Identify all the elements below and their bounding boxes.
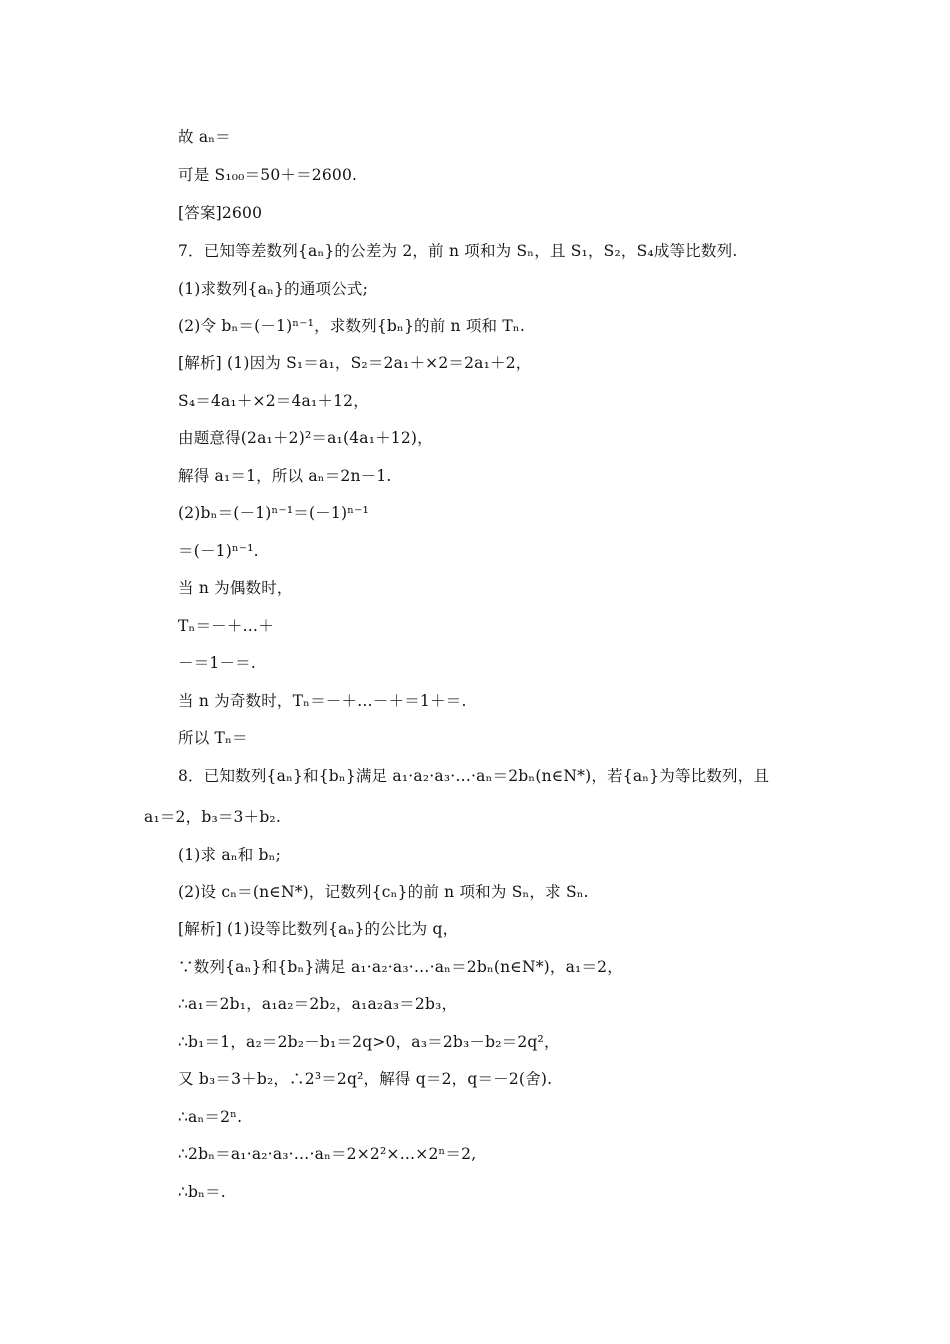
text-line: (2)bₙ＝(－1)ⁿ⁻¹＝(－1)ⁿ⁻¹	[178, 504, 369, 522]
text-line: 解得 a₁＝1，所以 aₙ＝2n－1.	[178, 467, 392, 485]
text-line: 由题意得(2a₁＋2)²＝a₁(4a₁＋12)，	[178, 429, 433, 447]
text-line: ∴aₙ＝2ⁿ.	[178, 1108, 243, 1126]
text-line: ＝(－1)ⁿ⁻¹.	[178, 542, 259, 560]
text-line: ∴2bₙ＝a₁·a₂·a₃·…·aₙ＝2×2²×…×2ⁿ＝2,	[178, 1145, 477, 1163]
text-line: ∴b₁＝1，a₂＝2b₂－b₁＝2q>0，a₃＝2b₃－b₂＝2q²，	[178, 1033, 560, 1051]
text-line: [答案]2600	[178, 204, 263, 222]
text-line: (1)求 aₙ和 bₙ;	[178, 846, 282, 864]
text-line: Tₙ＝－＋…＋	[178, 617, 274, 635]
text-line: ∴a₁＝2b₁，a₁a₂＝2b₂，a₁a₂a₃＝2b₃，	[178, 995, 458, 1013]
text-line: 可是 S₁₀₀＝50＋＝2600.	[178, 166, 358, 184]
problem-7-statement: 7．已知等差数列{aₙ}的公差为 2，前 n 项和为 Sₙ，且 S₁，S₂，S₄成等比数列.	[178, 242, 738, 260]
text-line: －＝1－＝.	[178, 654, 256, 672]
text-line: 又 b₃＝3＋b₂，∴2³＝2q²，解得 q＝2，q＝－2(舍).	[178, 1070, 553, 1088]
text-line: (1)求数列{aₙ}的通项公式;	[178, 280, 369, 298]
text-line: S₄＝4a₁＋×2＝4a₁＋12，	[178, 392, 369, 410]
solution-label-line: [解析] (1)因为 S₁＝a₁，S₂＝2a₁＋×2＝2a₁＋2，	[178, 354, 532, 372]
text-line: a₁＝2，b₃＝3＋b₂.	[144, 808, 281, 826]
text-line: 故 aₙ＝	[178, 128, 231, 146]
text-line: ∴bₙ＝.	[178, 1183, 226, 1201]
text-line: (2)设 cₙ＝(n∈N*)，记数列{cₙ}的前 n 项和为 Sₙ，求 Sₙ.	[178, 883, 589, 901]
text-line: 当 n 为奇数时，Tₙ＝－＋…－＋＝1＋＝.	[178, 692, 467, 710]
text-line: (2)令 bₙ＝(－1)ⁿ⁻¹，求数列{bₙ}的前 n 项和 Tₙ.	[178, 317, 525, 335]
text-line: ∵数列{aₙ}和{bₙ}满足 a₁·a₂·a₃·…·aₙ＝2bₙ(n∈N*)，a₁＝2，	[178, 958, 623, 976]
text-line: 所以 Tₙ＝	[178, 729, 248, 747]
solution-label-line: [解析] (1)设等比数列{aₙ}的公比为 q，	[178, 920, 459, 938]
problem-8-statement: 8．已知数列{aₙ}和{bₙ}满足 a₁·a₂·a₃·…·aₙ＝2bₙ(n∈N*)，若{aₙ}为等比数列，且	[178, 767, 770, 785]
text-line: 当 n 为偶数时，	[178, 579, 293, 597]
